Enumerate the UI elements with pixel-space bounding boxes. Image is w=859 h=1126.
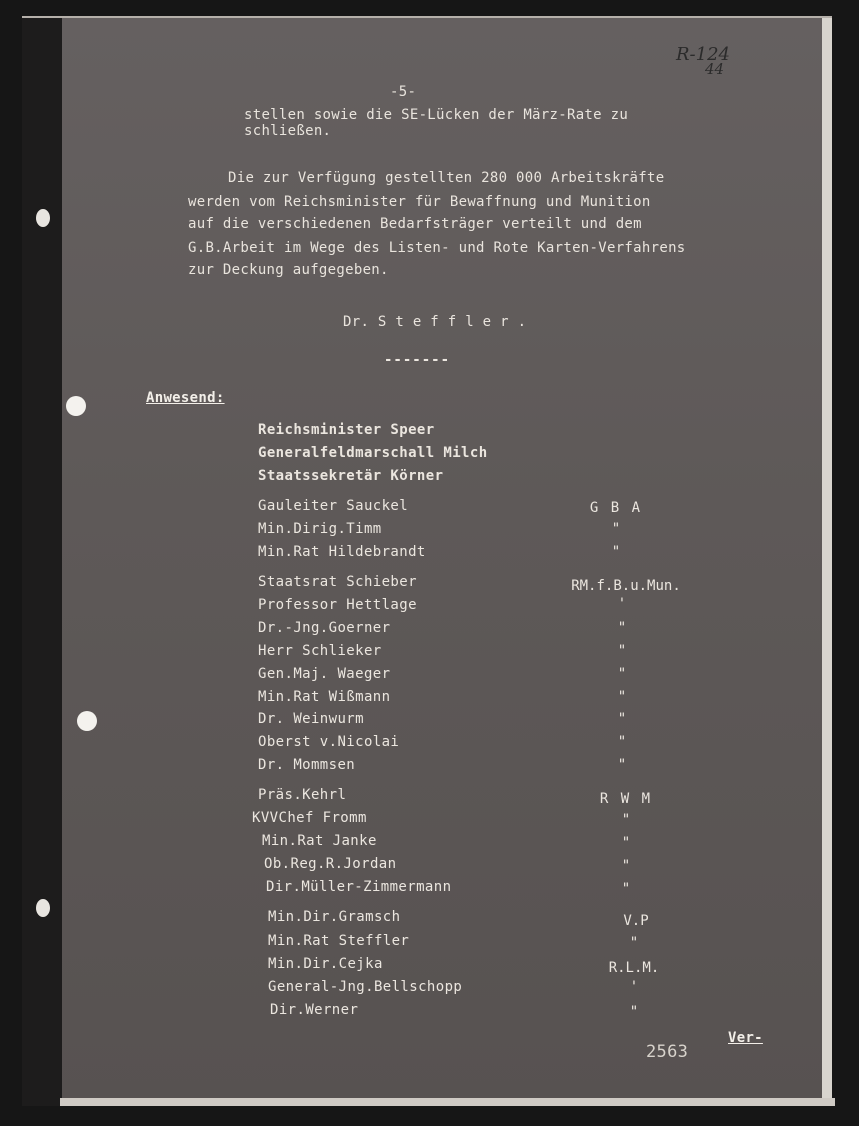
sheet-bottom-edge [60,1098,835,1106]
attendee-name: General-Jng.Bellschopp [268,979,463,995]
attendee-name: Reichsminister Speer [258,422,435,438]
attendee-name: Staatsrat Schieber [258,574,417,590]
document-number: 2563 [646,1042,689,1062]
attendee-name: KVVChef Fromm [252,810,367,826]
attendee-org: " [621,835,631,851]
attendee-name: Min.Rat Hildebrandt [258,544,426,560]
attendee-name: Dr. Weinwurm [258,711,364,727]
attendance-heading: Anwesend: [146,390,225,406]
attendee-org: G B A [589,500,643,516]
archive-stamp-sub: 44 [705,60,725,78]
attendee-org: " [611,544,621,560]
attendee-name: Min.Rat Wißmann [258,689,391,705]
attendee-name: Generalfeldmarschall Milch [258,445,488,461]
attendee-name: Dir.Müller-Zimmermann [266,879,452,895]
edge-hole-1 [36,209,50,227]
punch-hole-bottom [77,711,97,731]
attendee-org: " [617,689,627,705]
signature: Dr. S t e f f l e r . [343,314,527,330]
continuation-word: Ver- [728,1030,763,1046]
attendee-org: " [629,1004,639,1020]
page-number: -5- [390,84,417,100]
edge-hole-2 [36,899,50,917]
attendee-name: Min.Dir.Cejka [268,956,383,972]
attendee-name: Min.Dirig.Timm [258,521,382,537]
attendee-org: " [617,666,627,682]
paragraph-line-4: G.B.Arbeit im Wege des Listen- und Rote Karten-Verfahrens [188,240,686,256]
attendee-name: Min.Rat Janke [262,833,377,849]
paragraph-line-3: auf die verschiedenen Bedarfsträger verteilt und dem [188,216,642,232]
sheet-left-shadow [22,18,62,1106]
attendee-org: " [617,643,627,659]
attendee-org: " [621,881,631,897]
attendee-name: Herr Schlieker [258,643,382,659]
archive-stamp: R-124 [676,44,730,65]
attendee-name: Professor Hettlage [258,597,417,613]
attendee-org: RM.f.B.u.Mun. [571,578,681,594]
paragraph-line-5: zur Deckung aufgegeben. [188,262,389,278]
attendee-org: ' [629,979,639,995]
attendee-org: " [617,734,627,750]
paragraph-line-2: werden vom Reichsminister für Bewaffnung und Munition [188,194,651,210]
attendee-org: " [621,858,631,874]
intro-line-1: stellen sowie die SE-Lücken der März-Rate zu [244,107,629,123]
paragraph-line-1: Die zur Verfügung gestellten 280 000 Arbeitskräfte [228,170,665,186]
attendee-org: " [621,812,631,828]
attendee-name: Gauleiter Sauckel [258,498,409,514]
attendee-org: R.L.M. [608,960,660,976]
punch-hole-top [66,396,86,416]
attendee-org: " [617,620,627,636]
attendee-name: Staatssekretär Körner [258,468,444,484]
attendee-name: Min.Rat Steffler [268,933,410,949]
attendee-name: Dr. Mommsen [258,757,356,773]
attendee-name: Präs.Kehrl [258,787,347,803]
attendee-name: Min.Dir.Gramsch [268,909,401,925]
attendee-name: Gen.Maj. Waeger [258,666,391,682]
attendee-org: " [611,521,621,537]
attendee-org: R W M [599,791,653,807]
attendee-name: Oberst v.Nicolai [258,734,400,750]
separator: ------- [384,352,451,368]
attendee-org: ' [617,596,627,612]
attendee-name: Dr.-Jng.Goerner [258,620,391,636]
attendee-name: Dir.Werner [270,1002,359,1018]
attendee-name: Ob.Reg.R.Jordan [264,856,397,872]
attendee-org: V.P [623,913,649,929]
attendee-org: " [629,935,639,951]
attendee-org: " [617,757,627,773]
intro-line-2: schließen. [244,123,332,139]
attendee-org: " [617,711,627,727]
